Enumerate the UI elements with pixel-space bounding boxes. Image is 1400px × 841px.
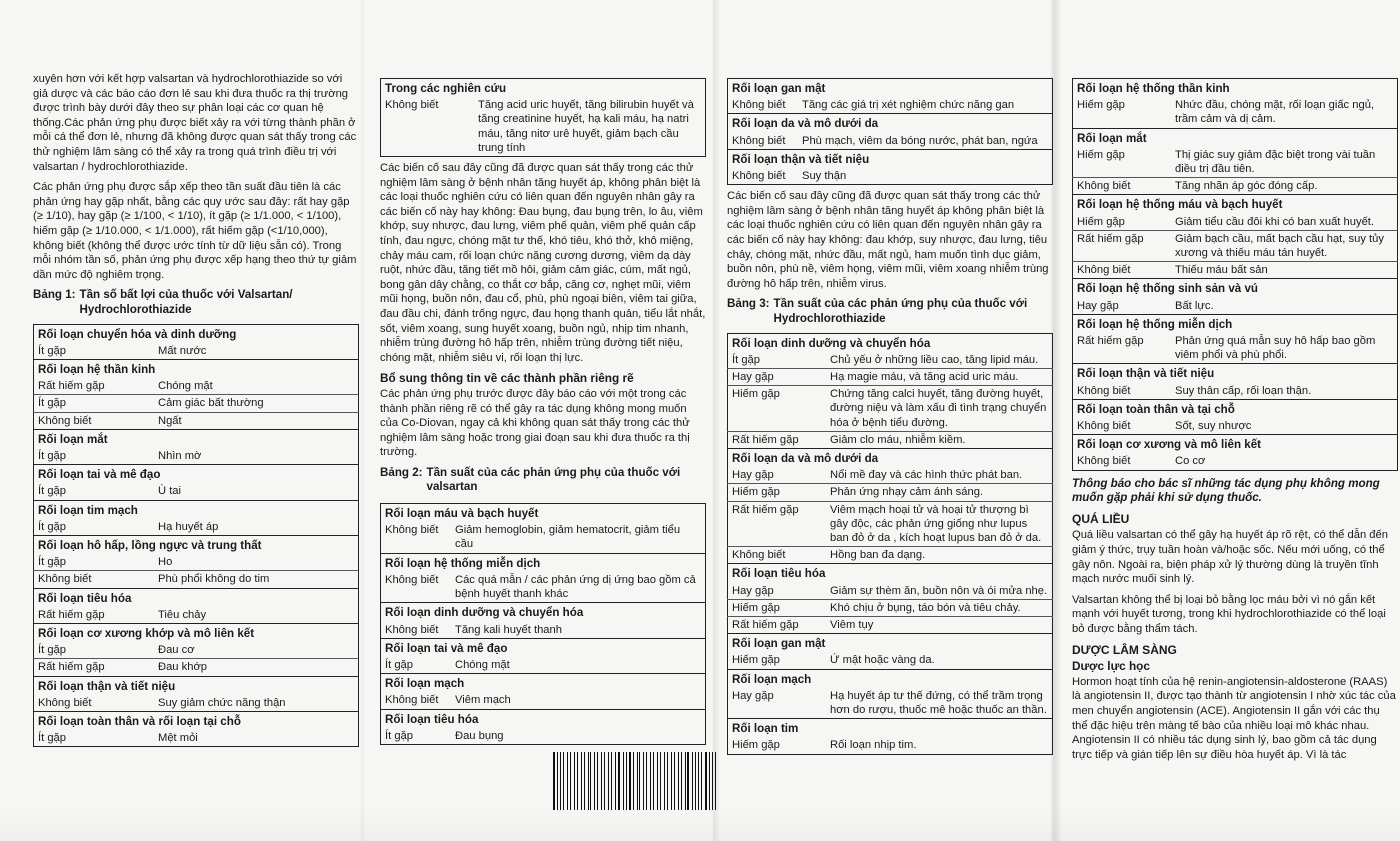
barcode-bar bbox=[687, 752, 689, 810]
effect-cell: Tiêu chảy bbox=[158, 608, 207, 621]
observed-events-paragraph: Các biến cố sau đây cũng đã được quan sát thấy trong các thử nghiệm lâm sàng ở bệnh nhân tăng huyết áp, không phân biệt là các loại thuốc nghiên cứu có liên quan đến nguyên nhân gây ra các biến cố này hay không: Đau bụng, đau bụng trên, lo âu, viêm khớp, suy nhược, đau lưng, viêm phế quản, viêm phế quản cấp tính, đau ngực, chóng mặt tư thế, khó tiêu, khó thở, khô miệng, chảy máu cam, rối loạn chức năng cương dương, viêm dạ dày ruột, nhức đầu, tăng tiết mồ hôi, giảm cảm giác, cúm, mất ngủ, bong gân dây chằng, co thắt cơ bắp, căng cơ, nghẹt mũi, viêm mũi họng, buồn nôn, đau cổ, phù, phù ngoại biên, viêm tai giữa, đau đầu chi, đánh trống ngực, đau họng thanh quản, tiểu lắt nhắt, sốt, viêm xoang, sung huyết xoang, buồn ngủ, nhịp tim nhanh, nhiễm trùng đường hô hấp trên, nhiễm trùng đường tiết niệu, chóng mặt, nhiễm siêu vi, rối loạn thị lực. bbox=[380, 162, 706, 364]
table-group-header: Rối loạn tiêu hóa bbox=[381, 709, 706, 728]
frequency-cell: Không biết bbox=[732, 99, 786, 112]
effect-cell: Ứ mật hoặc vàng da. bbox=[830, 654, 935, 667]
effect-cell: Giảm tiểu cầu đôi khi có ban xuất huyết. bbox=[1171, 214, 1398, 231]
frequency-cell: Không biết bbox=[385, 524, 439, 537]
barcode-bar bbox=[563, 752, 564, 810]
barcode-bar bbox=[678, 752, 679, 810]
frequency-cell: Không biết bbox=[1077, 180, 1131, 193]
frequency-cell: Rất hiếm gặp bbox=[732, 433, 799, 446]
table-row bbox=[34, 378, 359, 395]
effect-cell: Tăng acid uric huyết, tăng bilirubin huyết và tăng creatinine huyết, hạ kali máu, hạ natri máu, tăng nitơ urê huyết, giảm bạch cầu trung tính bbox=[478, 99, 694, 154]
page-fold-shadow bbox=[0, 811, 1400, 841]
barcode-bar bbox=[715, 752, 716, 810]
table-group-header: Trong các nghiên cứu bbox=[381, 79, 706, 98]
effect-cell: Hạ magie máu, và tăng acid uric máu. bbox=[826, 368, 1053, 385]
barcode-bar bbox=[618, 752, 620, 810]
frequency-cell: Ít gặp bbox=[38, 485, 66, 498]
intro-paragraph-1: xuyên hơn với kết hợp valsartan và hydrochlorothiazide so với giả dược và các báo cáo đơn lẻ sau khi đưa thuốc ra thị trường được trình bày dưới đây theo sự phân loại các cơ quan hệ thống.Các phản ứng phụ được biết xảy ra với từng thành phần ở mỗi cá thể đơn lẻ, nhưng đã không được quan sát thấy trong các thử nghiệm lâm sàng có thể xảy ra trong quá trình điều trị với valsartan / hydrochlorothiazide. bbox=[33, 73, 357, 173]
barcode-bar bbox=[664, 752, 665, 810]
table-row bbox=[728, 688, 1053, 719]
table-group-header: Rối loạn da và mô dưới da bbox=[728, 448, 1053, 467]
barcode-bar bbox=[660, 752, 661, 810]
table-group-header: Rối loạn da và mô dưới da bbox=[728, 114, 1053, 133]
effect-cell: Mất nước bbox=[158, 344, 207, 357]
frequency-cell: Hay gặp bbox=[732, 689, 774, 702]
table-row bbox=[728, 168, 1053, 185]
table-row bbox=[34, 571, 359, 588]
barcode-bar bbox=[615, 752, 616, 810]
column-4 bbox=[1072, 72, 1398, 768]
frequency-cell: Rất hiếm gặp bbox=[34, 378, 155, 395]
table-group-header: Rối loạn tim mạch bbox=[34, 500, 359, 519]
effect-cell: Hạ huyết áp tư thế đứng, có thể trầm trọng hơn do rượu, thuốc mê hoặc thuốc an thần. bbox=[830, 689, 1047, 717]
frequency-cell: Hiếm gặp bbox=[1073, 147, 1172, 178]
table-3-caption: Bảng 3: Tần suất của các phản ứng phụ của thuốc với Hydrochlorothiazide bbox=[727, 297, 1028, 325]
frequency-cell: Không biết bbox=[38, 414, 92, 427]
table-row bbox=[1073, 230, 1398, 261]
effect-cell: Giảm hemoglobin, giảm hematocrit, giảm tiểu cầu bbox=[455, 524, 681, 551]
effect-cell: Hạ huyết áp bbox=[158, 520, 219, 533]
table-group-header: Rối loạn tai và mê đạo bbox=[381, 638, 706, 657]
effect-cell: Hồng ban đa dạng. bbox=[830, 549, 926, 562]
overdose-heading: QUÁ LIỀU bbox=[1072, 511, 1130, 526]
frequency-cell: Không biết bbox=[1077, 455, 1131, 468]
frequency-cell: Hiếm gặp bbox=[728, 599, 827, 616]
barcode-bar bbox=[601, 752, 602, 810]
table-group-header: Rối loạn hệ thống sinh sản và vú bbox=[1073, 279, 1398, 298]
table-2-continued bbox=[727, 78, 1053, 185]
clinical-pharmacology-heading: DƯỢC LÂM SÀNG bbox=[1072, 642, 1177, 657]
frequency-cell: Hiếm gặp bbox=[1077, 99, 1125, 112]
barcode-bar bbox=[667, 752, 668, 810]
frequency-cell: Không biết bbox=[1077, 384, 1131, 397]
table-row bbox=[34, 412, 359, 429]
table-row bbox=[34, 642, 359, 659]
effect-cell: Bất lực. bbox=[1175, 299, 1214, 312]
table-row bbox=[728, 599, 1053, 616]
effect-cell: Ho bbox=[154, 554, 359, 571]
table-group-header: Rối loạn tai và mê đạo bbox=[34, 465, 359, 484]
frequency-cell: Không biết bbox=[1077, 420, 1131, 433]
table-group-header: Rối loạn mắt bbox=[1073, 128, 1398, 147]
frequency-cell: Rất hiếm gặp bbox=[732, 619, 799, 632]
frequency-cell: Ít gặp bbox=[38, 344, 66, 357]
frequency-cell: Hay gặp bbox=[728, 368, 827, 385]
table-row bbox=[1073, 262, 1398, 279]
frequency-cell: Không biết bbox=[385, 694, 439, 707]
intro-paragraph-2: Các phản ứng phụ được sắp xếp theo tần suất đầu tiên là các phản ứng hay gặp nhất, bằng các quy ước sau đây: rất hay gặp (≥ 1/10), hay gặp (≥ 1/100, < 1/10), ít gặp (≥ 1/1.000, < 1/100), hiếm gặp (≥ 1/10.000, < 1/1.000), rất hiếm gặp (<1/10,000), không biết (không thể được ước tính từ dữ liệu sẵn có). Trong mỗi nhóm tần số, phản ứng phụ được xếp hạng theo thứ tự giảm dần mức độ nghiêm trọng. bbox=[33, 181, 357, 281]
table-row bbox=[728, 133, 1053, 150]
barcode-bar bbox=[623, 752, 624, 810]
table-group-header: Rối loạn hệ thống miễn dịch bbox=[381, 553, 706, 572]
frequency-cell: Không biết bbox=[1077, 264, 1131, 277]
table-group-header: Rối loạn chuyển hóa và dinh dưỡng bbox=[34, 324, 359, 343]
table-row bbox=[728, 467, 1053, 484]
table-group-header: Rối loạn hệ thống máu và bạch huyết bbox=[1073, 195, 1398, 214]
table-group-header: Rối loạn dinh dưỡng và chuyển hóa bbox=[728, 333, 1053, 352]
table-row bbox=[34, 695, 359, 712]
barcode-bar bbox=[584, 752, 585, 810]
table-row bbox=[381, 522, 706, 553]
table-row bbox=[34, 607, 359, 624]
effect-cell: Mệt mỏi bbox=[158, 732, 198, 745]
subheading-individual-components: Bổ sung thông tin về các thành phần riêng rẽ bbox=[380, 371, 634, 386]
barcode-bar bbox=[590, 752, 591, 810]
barcode-bar bbox=[685, 752, 686, 810]
barcode-bar bbox=[698, 752, 699, 810]
barcode-bar bbox=[594, 752, 595, 810]
effect-cell: Nhức đầu, chóng mặt, rối loạn giấc ngủ, trầm cảm và dị cảm. bbox=[1175, 99, 1375, 126]
effect-cell: Chủ yếu ở những liều cao, tăng lipid máu. bbox=[826, 352, 1053, 369]
table-group-header: Rối loạn thận và tiết niệu bbox=[1073, 364, 1398, 383]
effect-cell: Phù mạch, viêm da bóng nước, phát ban, ngứa bbox=[802, 134, 1038, 147]
frequency-cell: Ít gặp bbox=[34, 554, 155, 571]
barcode-bar bbox=[560, 752, 561, 810]
table-group-header: Rối loạn tim bbox=[728, 719, 1053, 738]
frequency-cell: Ít gặp bbox=[728, 352, 827, 369]
frequency-cell: Không biết bbox=[385, 573, 439, 586]
effect-cell: Thị giác suy giảm đặc biệt trong vài tuần điều trị đầu tiên. bbox=[1171, 147, 1398, 178]
table-row bbox=[34, 343, 359, 360]
effect-cell: Phản ứng nhạy cảm ánh sáng. bbox=[826, 484, 1053, 501]
table-1 bbox=[33, 324, 359, 748]
barcode-bar bbox=[709, 752, 710, 810]
table-row bbox=[728, 352, 1053, 369]
effect-cell: Tăng các giá trị xét nghiệm chức năng gan bbox=[802, 99, 1015, 112]
table-row bbox=[1073, 453, 1398, 470]
frequency-cell: Ít gặp bbox=[38, 449, 66, 462]
frequency-cell: Ít gặp bbox=[38, 520, 66, 533]
effect-cell: Viêm mạch bbox=[455, 694, 511, 707]
barcode-bar bbox=[581, 752, 582, 810]
table-row bbox=[1073, 333, 1398, 364]
table-row bbox=[381, 622, 706, 639]
individual-components-paragraph: Các phản ứng phụ trước được đây báo cáo với một trong các thành phần riêng rẽ có thể gây ra tác dụng không mong muốn của Co-Diovan, ngay cả khi không quan sát thấy trong các thử nghiệm lâm sàng hoặc trong giai đoạn sau khi đưa thuốc ra thị trường. bbox=[380, 387, 690, 459]
barcode-bar bbox=[695, 752, 696, 810]
frequency-cell: Ít gặp bbox=[385, 658, 413, 671]
table-2 bbox=[380, 503, 706, 745]
barcode-bar bbox=[643, 752, 644, 810]
frequency-cell: Hiếm gặp bbox=[728, 484, 827, 501]
effect-cell: Nhìn mờ bbox=[158, 449, 202, 462]
effect-cell: Suy giảm chức năng thận bbox=[158, 696, 286, 709]
effect-cell: Suy thân cấp, rối loạn thận. bbox=[1175, 384, 1312, 397]
frequency-cell: Hay gặp bbox=[1077, 299, 1119, 312]
effect-cell: Rối loạn nhịp tim. bbox=[830, 739, 917, 752]
table-group-header: Rối loạn hô hấp, lồng ngực và trung thất bbox=[34, 535, 359, 554]
effect-cell: Suy thận bbox=[802, 170, 847, 183]
table-group-header: Rối loạn mạch bbox=[381, 674, 706, 693]
table-row bbox=[34, 730, 359, 747]
table-group-header: Rối loạn hệ thống miễn dịch bbox=[1073, 314, 1398, 333]
table-group-header: Rối loạn gan mật bbox=[728, 79, 1053, 98]
effect-cell: Co cơ bbox=[1175, 455, 1206, 468]
table-row bbox=[728, 617, 1053, 634]
barcode-bar bbox=[608, 752, 610, 810]
barcode-bar bbox=[692, 752, 693, 810]
barcode-bar bbox=[577, 752, 579, 810]
table-3 bbox=[727, 333, 1053, 755]
barcode-bar bbox=[712, 752, 713, 810]
barcode bbox=[553, 752, 719, 810]
doctor-notice: Thông báo cho bác sĩ những tác dụng phụ không mong muốn gặp phải khi sử dụng thuốc. bbox=[1072, 476, 1380, 505]
table-2-caption: Bảng 2: Tần suất của các phản ứng phụ của thuốc với valsartan bbox=[380, 465, 681, 494]
effect-cell: Tăng nhãn áp góc đóng cấp. bbox=[1175, 180, 1318, 193]
frequency-cell: Ít gặp bbox=[34, 642, 155, 659]
effect-cell: Thiếu máu bất sản bbox=[1175, 264, 1268, 277]
table-row bbox=[34, 483, 359, 500]
table-row bbox=[1073, 418, 1398, 435]
table-group-header: Rối loạn dinh dưỡng và chuyển hóa bbox=[381, 603, 706, 622]
effect-cell: Sốt, suy nhược bbox=[1175, 420, 1252, 433]
pharmacodynamics-heading: Dược lực học bbox=[1072, 659, 1150, 674]
table-group-header: Rối loạn tiêu hóa bbox=[34, 588, 359, 607]
effect-cell: Ngất bbox=[158, 414, 182, 427]
effect-cell: Viêm mạch hoại tử và hoại tử thượng bì gây độc, các phản ứng giống như lupus ban đỏ ở da , kích hoạt lupus ban đỏ ở da. bbox=[826, 501, 1053, 547]
frequency-cell: Hiếm gặp bbox=[1073, 214, 1172, 231]
effect-cell: Phản ứng quá mẫn suy hô hấp bao gồm viêm phổi và phù phổi. bbox=[1175, 335, 1376, 362]
frequency-cell: Rất hiếm gặp bbox=[38, 608, 105, 621]
barcode-bar bbox=[629, 752, 631, 810]
table-row bbox=[1073, 147, 1398, 178]
effect-cell: Các quá mẫn / các phản ứng dị ứng bao gồm cả bệnh huyết thanh khác bbox=[455, 573, 696, 601]
barcode-bar bbox=[657, 752, 658, 810]
effect-cell: Chóng mặt bbox=[455, 658, 510, 671]
frequency-cell: Không biết bbox=[732, 170, 786, 183]
column-3 bbox=[727, 72, 1053, 759]
effect-cell: Chứng tăng calci huyết, tăng đường huyết, đường niệu và làm xấu đi tình trạng chuyển hóa ở bệnh tiểu đường. bbox=[826, 386, 1053, 432]
barcode-bar bbox=[570, 752, 571, 810]
table-group-header: Rối loạn tiêu hóa bbox=[728, 564, 1053, 583]
table-group-header: Rối loạn hệ thần kinh bbox=[34, 359, 359, 378]
table-row bbox=[728, 431, 1053, 448]
frequency-cell: Hiếm gặp bbox=[732, 739, 780, 752]
table-group-header: Rối loạn thận và tiết niệu bbox=[34, 676, 359, 695]
barcode-bar bbox=[681, 752, 682, 810]
frequency-cell: Không biết bbox=[385, 623, 439, 636]
table-row bbox=[381, 692, 706, 709]
table-row bbox=[1073, 298, 1398, 315]
effect-cell: Viêm tụy bbox=[830, 619, 874, 632]
table-row bbox=[381, 657, 706, 674]
frequency-cell: Ít gặp bbox=[38, 732, 66, 745]
barcode-bar bbox=[646, 752, 647, 810]
frequency-cell: Không biết bbox=[732, 549, 786, 562]
frequency-cell: Không biết bbox=[732, 134, 786, 147]
table-group-header: Rối loạn cơ xương và mô liên kết bbox=[1073, 435, 1398, 454]
frequency-cell: Hay gặp bbox=[728, 583, 827, 600]
frequency-cell: Hiếm gặp bbox=[728, 386, 827, 432]
table-group-header: Rối loạn toàn thân và rối loạn tại chỗ bbox=[34, 711, 359, 730]
overdose-paragraph-1: Quá liều valsartan có thể gây hạ huyết áp rõ rệt, có thể dẫn đến giảm ý thức, trụy tuần hoàn và/hoặc sốc. Nếu mới uống, có thể gây nôn. Ngoài ra, biện pháp xử lý thường dùng là truyền tĩnh mạch nước muối sinh lý. bbox=[1072, 529, 1388, 586]
frequency-cell: Hay gặp bbox=[728, 467, 827, 484]
barcode-bar bbox=[633, 752, 634, 810]
effect-cell: Đau khớp bbox=[158, 661, 208, 674]
barcode-bar bbox=[626, 752, 627, 810]
table-row bbox=[381, 97, 706, 156]
table-row bbox=[728, 484, 1053, 501]
table-row bbox=[1073, 383, 1398, 400]
effect-cell: Cảm giác bất thường bbox=[154, 395, 359, 412]
effect-cell: Giảm clo máu, nhiễm kiềm. bbox=[830, 433, 966, 446]
frequency-cell: Ít gặp bbox=[34, 395, 155, 412]
barcode-bar bbox=[611, 752, 612, 810]
barcode-bar bbox=[604, 752, 605, 810]
pharmacodynamics-paragraph: Hormon hoạt tính của hệ renin-angiotensin-aldosterone (RAAS) là angiotensin II, được tạo thành từ angiotensin I nhờ xúc tác của men chuyển angiotensin (ACE). Angiotensin II gắn với các thụ thể đặc hiệu trên màng tế bào của nhiều loại mô khác nhau. Angiotensin II có nhiều tác dụng sinh lý, bao gồm cả tác dụng trực tiếp và gián tiếp lên sự điều hòa huyết áp. Vì là tác bbox=[1072, 675, 1396, 761]
observed-events-paragraph-2: Các biến cố sau đây cũng đã được quan sát thấy trong các thử nghiệm lâm sàng ở bệnh nhân tăng huyết áp không phân biệt là các loại thuốc nghiên cứu có liên quan đến nguyên nhân gây ra các biến cố này hay không: đau khớp, suy nhược, đau lưng, tiêu chảy, chóng mặt, nhức đầu, mất ngủ, ham muốn tình dục giảm, buồn nôn, phù nề, viêm họng, viêm mũi, viêm xoang nhiễm trùng đường hô hấp trên, nhiễm virus. bbox=[727, 190, 1049, 290]
barcode-bar bbox=[653, 752, 654, 810]
barcode-bar bbox=[567, 752, 568, 810]
effect-cell: Đau bụng bbox=[455, 729, 504, 742]
effect-cell: Nổi mề đay và các hình thức phát ban. bbox=[826, 467, 1053, 484]
table-row bbox=[1073, 214, 1398, 231]
table-row bbox=[728, 737, 1053, 754]
barcode-bar bbox=[705, 752, 707, 810]
table-row bbox=[728, 547, 1053, 564]
table-group-header: Rối loạn máu và bạch huyết bbox=[381, 504, 706, 523]
column-2 bbox=[380, 72, 706, 749]
table-row bbox=[728, 501, 1053, 547]
overdose-paragraph-2: Valsartan không thể bị loại bỏ bằng lọc máu bởi vì nó gắn kết mạnh với huyết tương, trong khi hydrochlorothiazide có thể loại bỏ được bằng thẩm tách. bbox=[1072, 593, 1386, 636]
table-group-header: Rối loạn mạch bbox=[728, 669, 1053, 688]
barcode-bar bbox=[637, 752, 638, 810]
frequency-cell: Rất hiếm gặp bbox=[38, 661, 105, 674]
table-group-header: Rối loạn thận và tiết niệu bbox=[728, 149, 1053, 168]
table-row bbox=[728, 583, 1053, 600]
effect-cell: Chóng mặt bbox=[154, 378, 359, 395]
barcode-bar bbox=[671, 752, 673, 810]
barcode-bar bbox=[557, 752, 558, 810]
table-group-header: Rối loạn hệ thống thần kinh bbox=[1073, 79, 1398, 98]
table-row bbox=[34, 659, 359, 676]
table-group-header: Rối loạn mắt bbox=[34, 429, 359, 448]
effect-cell: Tăng kali huyết thanh bbox=[455, 623, 562, 636]
effect-cell: Khó chịu ở bụng, táo bón và tiêu chảy. bbox=[826, 599, 1053, 616]
table-1-caption: Bảng 1: Tần số bất lợi của thuốc với Valsartan/ Hydrochlorothiazide bbox=[33, 288, 293, 316]
frequency-cell: Không biết bbox=[38, 696, 92, 709]
frequency-cell: Hiếm gặp bbox=[732, 654, 780, 667]
table-3-continued bbox=[1072, 78, 1398, 471]
table-row bbox=[1073, 178, 1398, 195]
frequency-cell: Rất hiếm gặp bbox=[1073, 230, 1172, 261]
barcode-bar bbox=[674, 752, 675, 810]
table-row bbox=[34, 519, 359, 536]
frequency-cell: Ít gặp bbox=[385, 729, 413, 742]
table-row bbox=[34, 448, 359, 465]
table-group-header: Rối loạn gan mật bbox=[728, 634, 1053, 653]
table-row bbox=[381, 728, 706, 745]
frequency-cell: Không biết bbox=[38, 573, 92, 586]
frequency-cell: Không biết bbox=[385, 99, 439, 112]
table-row bbox=[728, 368, 1053, 385]
barcode-bar bbox=[588, 752, 589, 810]
frequency-cell: Rất hiếm gặp bbox=[1077, 335, 1144, 348]
table-row bbox=[381, 572, 706, 603]
effect-cell: Phù phổi không do tim bbox=[158, 573, 270, 586]
table-row bbox=[34, 395, 359, 412]
effect-cell: Ù tai bbox=[158, 485, 182, 498]
table-row bbox=[1073, 97, 1398, 128]
effect-cell: Giảm sự thèm ăn, buồn nôn và ói mửa nhẹ. bbox=[826, 583, 1053, 600]
barcode-bar bbox=[553, 752, 555, 810]
table-row bbox=[728, 386, 1053, 432]
table-row bbox=[728, 652, 1053, 669]
effect-cell: Đau cơ bbox=[154, 642, 359, 659]
table-1-continued bbox=[380, 78, 706, 157]
barcode-bar bbox=[701, 752, 702, 810]
frequency-cell: Rất hiếm gặp bbox=[728, 501, 827, 547]
effect-cell: Giảm bạch cầu, mất bạch cầu hạt, suy tủy xương và thiếu máu tán huyết. bbox=[1171, 230, 1398, 261]
barcode-bar bbox=[650, 752, 652, 810]
barcode-bar bbox=[597, 752, 598, 810]
table-row bbox=[728, 97, 1053, 114]
barcode-bar bbox=[574, 752, 575, 810]
column-1 bbox=[33, 72, 359, 751]
barcode-bar bbox=[639, 752, 640, 810]
table-group-header: Rối loạn toàn thân và tại chỗ bbox=[1073, 399, 1398, 418]
table-group-header: Rối loạn cơ xương khớp và mô liên kết bbox=[34, 623, 359, 642]
table-row bbox=[34, 554, 359, 571]
